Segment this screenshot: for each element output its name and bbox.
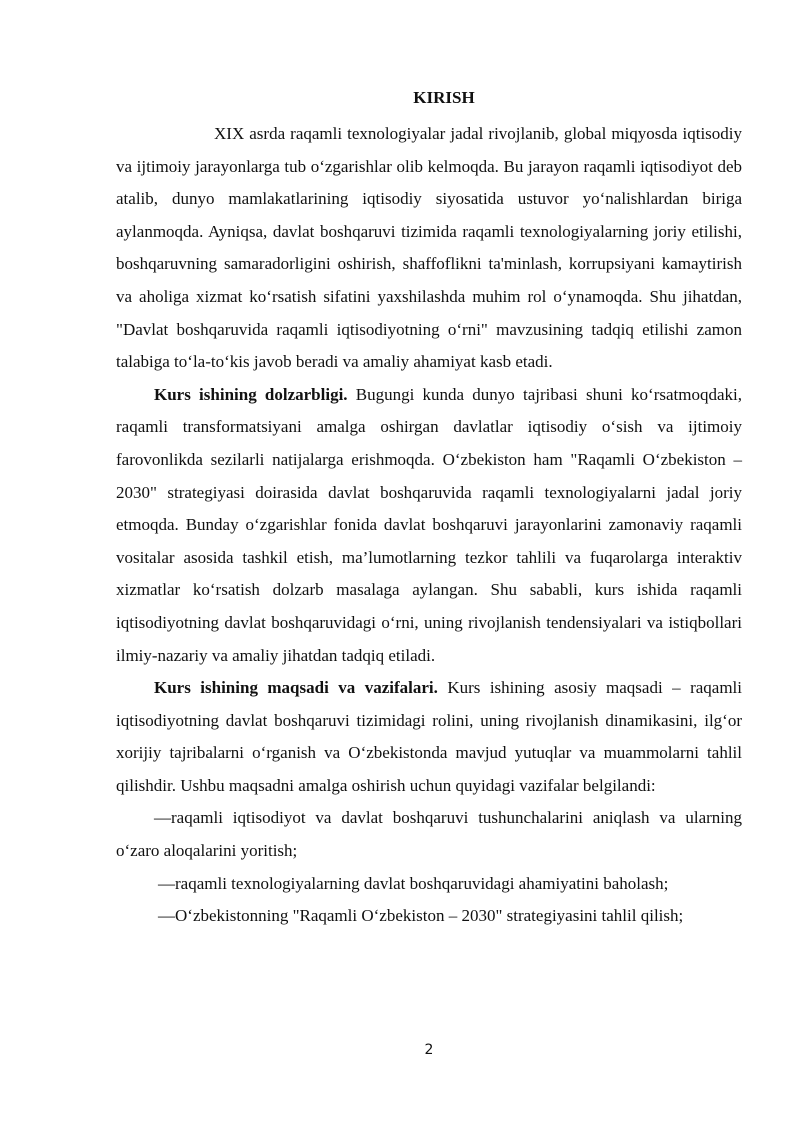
goals-text: Kurs ishining asosiy maqsadi – raqamli iqtisodiyotning davlat boshqaruvi tizimidagi rolini, uning rivojlanish dinamikasini, ilg‘or xorijiy tajribalarni o‘rganish va O‘zbekistonda mavjud yutuqlar va muammolarni tahlil qilishdir. Ushbu maqsadni amalga oshirish uchun quyidagi vazifalar belgilandi: xyxy=(116,678,742,795)
relevance-text: Bugungi kunda dunyo tajribasi shuni ko‘rsatmoqdaki, raqamli transformatsiyani amalga oshirgan davlatlar iqtisodiy o‘sish va ijtimoiy farovonlikda sezilarli natijalarga erishmoqda. O‘zbekiston ham "Raqamli O‘zbekiston – 2030" strategiyasi doirasida davlat boshqaruvida raqamli texnologiyalarni jadal joriy etmoqda. Bunday o‘zgarishlar fonida davlat boshqaruvi jarayonlarini zamonaviy raqamli vositalar asosida tashkil etish, ma’lumotlarning tezkor tahlili va fuqarolarga interaktiv xizmatlar ko‘rsatish dolzarb masalaga aylangan. Shu sababli, kurs ishida raqamli iqtisodiyotning davlat boshqaruvidagi o‘rni, uning rivojlanish tendensiyalari va istiqbollari ilmiy-nazariy va amaliy jihatdan tadqiq etiladi. xyxy=(116,384,742,665)
page-number: 2 xyxy=(424,1042,434,1058)
goals-label: Kurs ishining maqsadi va vazifalari. xyxy=(154,678,438,698)
intro-paragraph: XIX asrda raqamli texnologiyalar jadal rivojlanib, global miqyosda iqtisodiy va ijtimoiy jarayonlarga tub o‘zgarishlar olib kelmoqda. Bu jarayon raqamli iqtisodiyot deb atalib, dunyo mamlakatlarining iqtisodiy siyosatida ustuvor yo‘nalishlardan biriga aylanmoqda. Ayniqsa, davlat boshqaruvi tizimida raqamli texnologiyalarning joriy etilishi, boshqaruvning samaradorligini oshirish, shaffoflikni ta'minlash, korrupsiyani kamaytirish va aholiga xizmat ko‘rsatish sifatini yaxshilashda muhim rol o‘ynamoqda. Shu jihatdan, "Davlat boshqaruvida raqamli iqtisodiyotning o‘rni" mavzusining tadqiq etilishi zamon talabiga to‘la-to‘kis javob beradi va amaliy ahamiyat kasb etadi. xyxy=(116,124,742,372)
relevance-label: Kurs ishining dolzarbligi. xyxy=(154,384,348,404)
goals-paragraph xyxy=(116,672,742,802)
section-heading: KIRISH xyxy=(413,88,475,107)
task-item: —raqamli iqtisodiyot va davlat boshqaruvi tushunchalarini aniqlash va ularning o‘zaro aloqalarini yoritish; xyxy=(116,808,742,861)
relevance-paragraph xyxy=(116,379,742,672)
task-item: —raqamli texnologiyalarning davlat boshqaruvidagi ahamiyatini baholash; xyxy=(158,873,669,893)
task-item: —O‘zbekistonning "Raqamli O‘zbekiston – 2030" strategiyasini tahlil qilish; xyxy=(158,906,684,926)
